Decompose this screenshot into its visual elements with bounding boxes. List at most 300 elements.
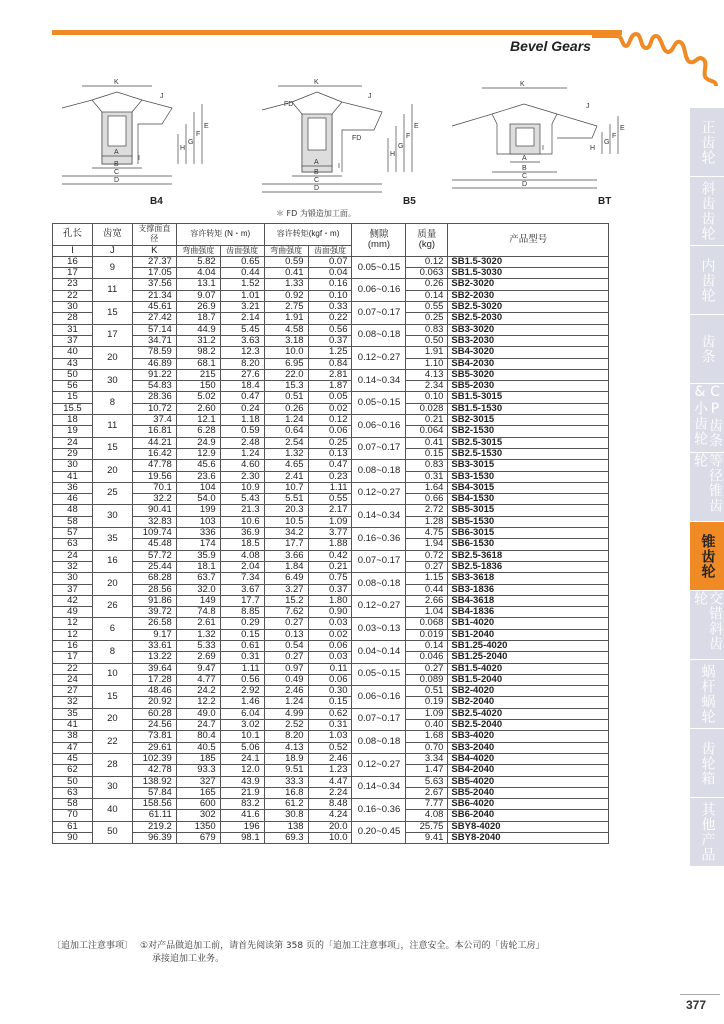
table-cell: SB2-1530 xyxy=(448,426,609,437)
table-cell: 0.02 xyxy=(308,403,352,414)
table-cell: 0.27 xyxy=(264,618,308,629)
table-row xyxy=(53,279,609,290)
table-cell: 62 xyxy=(53,765,93,776)
table-cell: 15 xyxy=(92,686,132,709)
table-cell: 22 xyxy=(53,663,93,674)
table-cell: 24.9 xyxy=(176,437,220,448)
table-cell: 0.49 xyxy=(264,674,308,685)
table-cell: 0.61 xyxy=(220,640,264,651)
table-cell: 16.8 xyxy=(264,787,308,798)
table-cell: 138 xyxy=(264,821,308,832)
col-dist-sym: K xyxy=(132,245,176,256)
table-cell: 1.23 xyxy=(308,765,352,776)
table-cell: 0.25 xyxy=(406,313,448,324)
table-cell: 2.66 xyxy=(406,595,448,606)
table-cell: 0.83 xyxy=(406,460,448,471)
page-number: 377 xyxy=(686,998,707,1012)
table-row xyxy=(53,629,609,640)
table-cell: 0.04~0.14 xyxy=(352,640,406,663)
table-cell: 0.26 xyxy=(406,279,448,290)
table-cell: 24 xyxy=(53,674,93,685)
table-cell: 20.0 xyxy=(308,821,352,832)
table-cell: 25.44 xyxy=(132,561,176,572)
table-cell: SB1.5-3020 xyxy=(448,256,609,267)
table-cell: 0.84 xyxy=(308,358,352,369)
dim-h-b4: H xyxy=(180,145,186,152)
table-cell: 10 xyxy=(92,663,132,686)
table-cell: 4.77 xyxy=(176,674,220,685)
col-model: 产品型号 xyxy=(448,224,609,257)
table-cell: 0.51 xyxy=(264,392,308,403)
table-cell: 0.44 xyxy=(220,268,264,279)
table-cell: 6.04 xyxy=(220,708,264,719)
table-cell: 1.52 xyxy=(220,279,264,290)
table-cell: 174 xyxy=(176,539,220,550)
table-cell: 57.84 xyxy=(132,787,176,798)
side-tab-3[interactable]: 齿条 xyxy=(690,315,724,383)
table-cell: 0.08~0.18 xyxy=(352,324,406,347)
table-cell: 219.2 xyxy=(132,821,176,832)
dim-h-bt: H xyxy=(590,145,596,152)
dim-fd-b5: FD xyxy=(284,101,294,108)
table-cell: 2.24 xyxy=(308,787,352,798)
table-cell: 30.8 xyxy=(264,810,308,821)
table-cell: 69.3 xyxy=(264,833,308,844)
table-cell: 3.18 xyxy=(264,335,308,346)
table-row xyxy=(53,697,609,708)
table-cell: 96.39 xyxy=(132,833,176,844)
table-cell: SB5-4020 xyxy=(448,776,609,787)
table-cell: 45.61 xyxy=(132,302,176,313)
table-cell: 302 xyxy=(176,810,220,821)
table-cell: 0.13 xyxy=(308,448,352,459)
table-cell: 24 xyxy=(53,437,93,448)
table-cell: 11 xyxy=(92,415,132,438)
table-cell: 29 xyxy=(53,448,93,459)
table-row xyxy=(53,539,609,550)
table-cell: 61.11 xyxy=(132,810,176,821)
table-cell: SB2.5-1530 xyxy=(448,448,609,459)
table-cell: 83.2 xyxy=(220,799,264,810)
table-cell: 32.0 xyxy=(176,584,220,595)
table-cell: 57.14 xyxy=(132,324,176,335)
table-row xyxy=(53,528,609,539)
table-cell: 5.06 xyxy=(220,742,264,753)
table-cell: 0.47 xyxy=(220,392,264,403)
table-cell: 1.87 xyxy=(308,381,352,392)
table-cell: 49 xyxy=(53,607,93,618)
table-cell: 3.34 xyxy=(406,753,448,764)
table-cell: 0.31 xyxy=(406,471,448,482)
table-cell: SB6-3015 xyxy=(448,528,609,539)
table-cell: SB1.5-3030 xyxy=(448,268,609,279)
table-cell: 0.08~0.18 xyxy=(352,731,406,754)
side-tab-1[interactable]: 斜齿齿轮 xyxy=(690,177,724,245)
table-cell: 24.2 xyxy=(176,686,220,697)
table-cell: SB2.5-3015 xyxy=(448,437,609,448)
table-cell: 1.32 xyxy=(264,448,308,459)
table-cell: 39.72 xyxy=(132,607,176,618)
table-cell: SB1.5-2040 xyxy=(448,674,609,685)
table-cell: 0.37 xyxy=(308,584,352,595)
dim-i-b5: I xyxy=(338,163,340,170)
dim-c-b4: C xyxy=(114,169,120,176)
table-row xyxy=(53,776,609,787)
table-cell: SB4-2040 xyxy=(448,765,609,776)
dim-fd2-b5: FD xyxy=(352,135,362,142)
table-cell: SB5-2030 xyxy=(448,381,609,392)
table-cell: 44.9 xyxy=(176,324,220,335)
table-cell: 18.9 xyxy=(264,753,308,764)
table-row xyxy=(53,595,609,606)
table-row xyxy=(53,742,609,753)
col-bore: 孔长 xyxy=(53,224,93,246)
table-cell: SB1.25-2040 xyxy=(448,652,609,663)
col-surface-nm: 齿面强度 xyxy=(220,245,264,256)
footer-label: 〔追加工注意事项〕 xyxy=(52,941,134,951)
table-cell: 0.21 xyxy=(406,415,448,426)
table-cell: 63 xyxy=(53,539,93,550)
table-cell: 43 xyxy=(53,358,93,369)
table-cell: 3.67 xyxy=(220,584,264,595)
table-cell: 9.07 xyxy=(176,290,220,301)
table-cell: 0.62 xyxy=(308,708,352,719)
table-cell: 12.2 xyxy=(176,697,220,708)
table-cell: 50 xyxy=(92,821,132,844)
table-cell: SB2.5-2040 xyxy=(448,720,609,731)
table-cell: 36 xyxy=(53,482,93,493)
table-cell: SB3-4020 xyxy=(448,731,609,742)
table-cell: 15 xyxy=(53,392,93,403)
table-cell: 0.56 xyxy=(308,324,352,335)
table-row xyxy=(53,663,609,674)
table-cell: 28.56 xyxy=(132,584,176,595)
table-cell: 18.5 xyxy=(220,539,264,550)
table-cell: SB2-2040 xyxy=(448,697,609,708)
table-cell: 0.90 xyxy=(308,607,352,618)
table-cell: 0.51 xyxy=(406,686,448,697)
table-cell: 26.9 xyxy=(176,302,220,313)
table-cell: 0.23 xyxy=(308,471,352,482)
table-cell: 3.77 xyxy=(308,528,352,539)
table-cell: 1.91 xyxy=(406,347,448,358)
table-cell: 0.13 xyxy=(264,629,308,640)
table-row xyxy=(53,640,609,651)
table-cell: 5.43 xyxy=(220,494,264,505)
table-cell: 12 xyxy=(53,629,93,640)
diagram-label-bt: BT xyxy=(598,196,612,207)
table-row xyxy=(53,833,609,844)
table-cell: 0.50 xyxy=(406,335,448,346)
page-number-rule xyxy=(680,994,720,995)
side-tab-8[interactable]: 蜗杆蜗轮 xyxy=(690,660,724,728)
table-row xyxy=(53,731,609,742)
side-tab-0[interactable]: 正齿轮 xyxy=(690,108,724,176)
spec-body xyxy=(53,256,609,843)
table-cell: 9 xyxy=(92,256,132,279)
dim-i-bt: I xyxy=(542,145,544,152)
dim-g-b5: G xyxy=(398,143,404,150)
table-cell: 1.24 xyxy=(220,448,264,459)
table-cell: 0.063 xyxy=(406,268,448,279)
table-cell: 68.1 xyxy=(176,358,220,369)
table-cell: 4.08 xyxy=(406,810,448,821)
table-cell: SB4-3618 xyxy=(448,595,609,606)
gear-diagrams xyxy=(52,64,625,224)
table-cell: 98.1 xyxy=(220,833,264,844)
table-cell: 6.49 xyxy=(264,573,308,584)
table-cell: 0.26 xyxy=(264,403,308,414)
table-row xyxy=(53,302,609,313)
col-surface-kgf: 齿面强度 xyxy=(308,245,352,256)
table-cell: 0.14~0.34 xyxy=(352,369,406,392)
table-cell: 7.34 xyxy=(220,573,264,584)
table-cell: SB5-3015 xyxy=(448,505,609,516)
table-cell: 20 xyxy=(92,347,132,370)
table-cell: 37 xyxy=(53,584,93,595)
table-row xyxy=(53,652,609,663)
table-cell: 0.21 xyxy=(308,561,352,572)
diagram-label-b5: B5 xyxy=(403,196,416,207)
table-cell: 12 xyxy=(53,618,93,629)
table-cell: 17.28 xyxy=(132,674,176,685)
table-cell: 40 xyxy=(53,347,93,358)
dim-j-bt: J xyxy=(586,103,590,110)
table-cell: 2.48 xyxy=(220,437,264,448)
table-cell: 4.58 xyxy=(264,324,308,335)
table-cell: 18.7 xyxy=(176,313,220,324)
table-cell: 4.08 xyxy=(220,550,264,561)
table-cell: 2.41 xyxy=(264,471,308,482)
table-cell: 0.14 xyxy=(406,290,448,301)
table-cell: 35.9 xyxy=(176,550,220,561)
table-cell: 57 xyxy=(53,528,93,539)
table-cell: 20 xyxy=(92,573,132,596)
table-cell: 16.42 xyxy=(132,448,176,459)
table-cell: 28 xyxy=(92,753,132,776)
dim-a-bt: A xyxy=(522,155,527,162)
header-bar xyxy=(52,30,622,35)
table-row xyxy=(53,494,609,505)
side-tab-4[interactable]: CP齿条&小齿轮 xyxy=(690,384,724,452)
table-cell: 21.34 xyxy=(132,290,176,301)
table-cell: 10.9 xyxy=(220,482,264,493)
table-cell: 1.24 xyxy=(264,415,308,426)
table-cell: 2.72 xyxy=(406,505,448,516)
table-cell: 0.15 xyxy=(308,697,352,708)
table-cell: 22.0 xyxy=(264,369,308,380)
table-cell: 21.9 xyxy=(220,787,264,798)
table-cell: 0.33 xyxy=(308,302,352,313)
table-row xyxy=(53,482,609,493)
table-cell: 1.80 xyxy=(308,595,352,606)
table-cell: 0.52 xyxy=(308,742,352,753)
table-cell: 41.6 xyxy=(220,810,264,821)
table-row xyxy=(53,505,609,516)
table-cell: SB2-3020 xyxy=(448,279,609,290)
table-row xyxy=(53,403,609,414)
table-cell: 41 xyxy=(53,720,93,731)
table-cell: 0.05~0.15 xyxy=(352,256,406,279)
table-row xyxy=(53,810,609,821)
table-cell: 1.10 xyxy=(406,358,448,369)
table-cell: 21.3 xyxy=(220,505,264,516)
table-cell: 4.99 xyxy=(264,708,308,719)
table-cell: 8.20 xyxy=(220,358,264,369)
table-cell: 0.16~0.36 xyxy=(352,528,406,551)
table-cell: 90 xyxy=(53,833,93,844)
table-cell: 1.47 xyxy=(406,765,448,776)
table-cell: 1.25 xyxy=(308,347,352,358)
table-cell: 9.17 xyxy=(132,629,176,640)
dim-e-bt: E xyxy=(620,125,625,132)
table-cell: 0.07~0.17 xyxy=(352,708,406,731)
table-cell: 2.81 xyxy=(308,369,352,380)
table-cell: SB1.5-1530 xyxy=(448,403,609,414)
table-cell: 0.55 xyxy=(406,302,448,313)
table-cell: 12.3 xyxy=(220,347,264,358)
table-cell: 0.12 xyxy=(308,415,352,426)
table-cell: 18.4 xyxy=(220,381,264,392)
table-cell: 48 xyxy=(53,505,93,516)
table-cell: 0.19 xyxy=(406,697,448,708)
side-tab-7[interactable]: 交错斜齿轮 xyxy=(690,591,724,659)
table-cell: 1.94 xyxy=(406,539,448,550)
table-cell: 15.3 xyxy=(264,381,308,392)
table-cell: SB4-1530 xyxy=(448,494,609,505)
table-cell: 0.59 xyxy=(220,426,264,437)
table-cell: 199 xyxy=(176,505,220,516)
table-cell: 30 xyxy=(53,302,93,313)
table-row xyxy=(53,437,609,448)
table-cell: 17 xyxy=(92,324,132,347)
table-cell: 24.1 xyxy=(220,753,264,764)
table-cell: 10.0 xyxy=(308,833,352,844)
table-row xyxy=(53,799,609,810)
table-cell: 5.33 xyxy=(176,640,220,651)
table-cell: 0.20~0.45 xyxy=(352,821,406,844)
side-tabs xyxy=(690,108,724,867)
table-cell: 7.62 xyxy=(264,607,308,618)
table-cell: SB2.5-3618 xyxy=(448,550,609,561)
spec-table xyxy=(52,223,609,844)
table-cell: 0.064 xyxy=(406,426,448,437)
table-cell: SB5-3020 xyxy=(448,369,609,380)
table-cell: 1.84 xyxy=(264,561,308,572)
table-row xyxy=(53,550,609,561)
table-cell: 8.85 xyxy=(220,607,264,618)
table-cell: 16.81 xyxy=(132,426,176,437)
side-tab-6[interactable]: 锥齿轮 xyxy=(690,522,724,590)
dim-g-b4: G xyxy=(188,139,194,146)
table-cell: SB3-2040 xyxy=(448,742,609,753)
table-cell: 8.48 xyxy=(308,799,352,810)
table-cell: 27.42 xyxy=(132,313,176,324)
col-bend-nm: 弯曲强度 xyxy=(176,245,220,256)
table-cell: 0.27 xyxy=(406,561,448,572)
table-cell: 39.64 xyxy=(132,663,176,674)
table-cell: 0.64 xyxy=(264,426,308,437)
table-cell: 19.56 xyxy=(132,471,176,482)
table-row xyxy=(53,256,609,267)
table-cell: 0.59 xyxy=(264,256,308,267)
table-cell: 41 xyxy=(53,471,93,482)
table-cell: 16 xyxy=(53,640,93,651)
table-cell: 3.21 xyxy=(220,302,264,313)
table-cell: 2.61 xyxy=(176,618,220,629)
dim-c-b5: C xyxy=(314,177,320,184)
table-cell: 28 xyxy=(53,313,93,324)
table-cell: 0.12~0.27 xyxy=(352,595,406,618)
side-tab-2[interactable]: 内齿轮 xyxy=(690,246,724,314)
col-face-sym: J xyxy=(92,245,132,256)
table-cell: 49.0 xyxy=(176,708,220,719)
table-cell: 4.24 xyxy=(308,810,352,821)
table-cell: 17 xyxy=(53,652,93,663)
table-cell: 0.07~0.17 xyxy=(352,550,406,573)
dim-d-b5: D xyxy=(314,185,320,192)
table-cell: SB1.5-4020 xyxy=(448,663,609,674)
dim-b-b5: B xyxy=(314,169,319,176)
dim-a-b4: A xyxy=(114,149,119,156)
diagram-label-b4: B4 xyxy=(150,196,163,207)
table-row xyxy=(53,347,609,358)
table-cell: 104 xyxy=(176,482,220,493)
table-cell: 35 xyxy=(53,708,93,719)
table-cell: 1.88 xyxy=(308,539,352,550)
table-cell: 0.06~0.16 xyxy=(352,279,406,302)
table-row xyxy=(53,381,609,392)
table-row xyxy=(53,460,609,471)
side-tab-10[interactable]: 其他产品 xyxy=(690,798,724,866)
table-cell: 0.08~0.18 xyxy=(352,460,406,483)
dim-b-bt: B xyxy=(522,165,527,172)
table-cell: SB3-1836 xyxy=(448,584,609,595)
table-cell: 2.60 xyxy=(176,403,220,414)
table-cell: SB2-3015 xyxy=(448,415,609,426)
side-tab-5[interactable]: 等径锥齿轮 xyxy=(690,453,724,521)
table-cell: 15 xyxy=(92,437,132,460)
table-cell: 12.9 xyxy=(176,448,220,459)
table-cell: 15 xyxy=(92,302,132,325)
table-cell: 10.0 xyxy=(264,347,308,358)
table-cell: 150 xyxy=(176,381,220,392)
table-cell: 8 xyxy=(92,392,132,415)
table-cell: 61 xyxy=(53,821,93,832)
col-torque-nm: 容许转矩 (N・m) xyxy=(176,224,264,246)
table-cell: 29.61 xyxy=(132,742,176,753)
table-cell: 30 xyxy=(92,776,132,799)
table-cell: 7.77 xyxy=(406,799,448,810)
table-cell: 19 xyxy=(53,426,93,437)
table-cell: 10.1 xyxy=(220,731,264,742)
table-cell: 23.6 xyxy=(176,471,220,482)
table-cell: 5.51 xyxy=(264,494,308,505)
table-cell: 30 xyxy=(53,573,93,584)
table-cell: 0.54 xyxy=(264,640,308,651)
table-cell: 48.46 xyxy=(132,686,176,697)
forging-note: ＊ FD 为锻造加工面。 xyxy=(276,209,356,218)
table-cell: 0.25 xyxy=(308,437,352,448)
table-cell: 33.3 xyxy=(264,776,308,787)
table-cell: 0.12 xyxy=(406,256,448,267)
table-row xyxy=(53,415,609,426)
table-cell: 3.63 xyxy=(220,335,264,346)
side-tab-9[interactable]: 齿轮箱 xyxy=(690,729,724,797)
table-cell: 20.92 xyxy=(132,697,176,708)
table-cell: 5.45 xyxy=(220,324,264,335)
table-cell: 3.27 xyxy=(264,584,308,595)
